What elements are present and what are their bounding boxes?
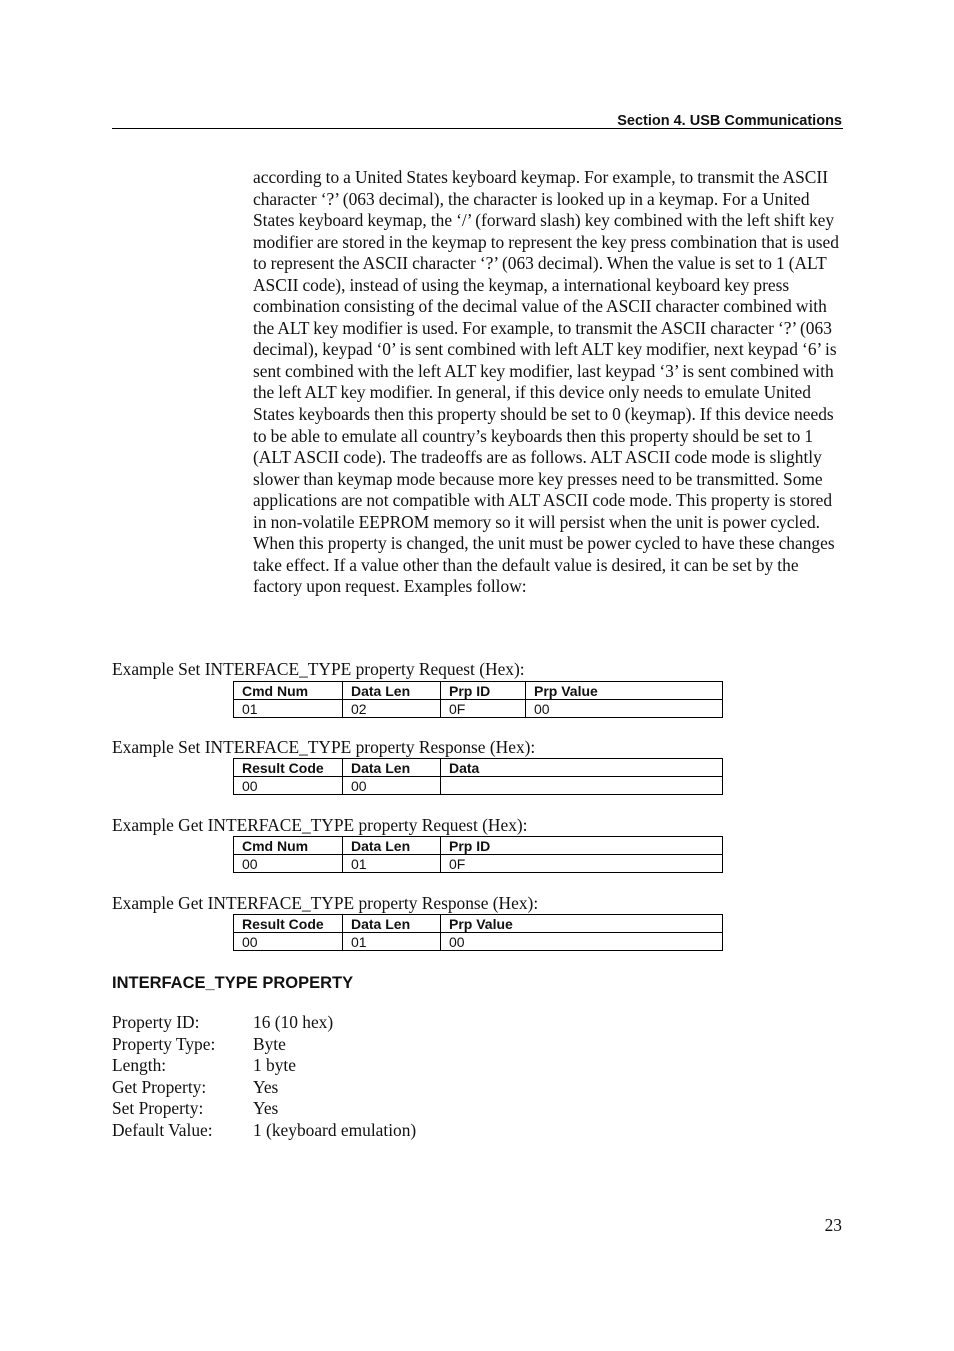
table-header-cell: Prp Value	[441, 915, 723, 933]
property-row	[112, 1098, 612, 1120]
table-cell: 00	[234, 933, 343, 951]
table-cell: 0F	[441, 855, 723, 873]
example-table-set-request	[233, 681, 723, 718]
property-label: Default Value:	[112, 1119, 213, 1140]
property-label: Property ID:	[112, 1012, 200, 1032]
table-header-row	[234, 682, 723, 700]
example-caption-get-request: Example Get INTERFACE_TYPE property Request (Hex):	[112, 815, 528, 835]
body-paragraph: according to a United States keyboard keymap. For example, to transmit the ASCII character ‘?’ (063 decimal), the character is looked up in a keymap. For a United States keyboard keymap, the ‘/’ (forward slash) key combined with the left shift key modifier are stored in the keymap to represent the key press combination that is used to represent the ASCII character ‘?’ (063 decimal). When the value is set to 1 (ALT ASCII code), instead of using the keymap, a international keyboard key press combination consisting of the decimal value of the ASCII character combined with the ALT key modifier is used. For example, to transmit the ASCII character ‘?’ (063 decimal), keypad ‘0’ is sent combined with left ALT key modifier, next keypad ‘6’ is sent combined with the left ALT key modifier, last keypad ‘3’ is sent combined with the left ALT key modifier. In general, if this device only needs to emulate United States keyboards then this property should be set to 0 (keymap). If this device needs to be able to emulate all country’s keyboards then this property should be set to 1 (ALT ASCII code). The tradeoffs are as follows. ALT ASCII code mode is slightly slower than keymap mode because more key presses need to be transmitted. Some applications are not compatible with ALT ASCII code mode. This property is stored in non-volatile EEPROM memory so it will persist when the unit is power cycled. When this property is changed, the unit must be power cycled to have these changes take effect. If a value other than the default value is desired, it can be set by the factory upon request. Examples follow:	[253, 167, 839, 597]
table-row	[234, 700, 723, 718]
table-header-cell: Data Len	[343, 759, 441, 777]
example-caption-get-response: Example Get INTERFACE_TYPE property Response (Hex):	[112, 893, 539, 913]
property-row	[112, 1012, 612, 1034]
table-cell: 01	[343, 855, 441, 873]
table-header-cell: Data Len	[343, 682, 441, 700]
table-header-row	[234, 837, 723, 855]
table-header-cell: Result Code	[234, 759, 343, 777]
table-header-cell: Cmd Num	[234, 837, 343, 855]
property-value: Byte	[253, 1033, 286, 1054]
table-header-cell: Prp ID	[441, 837, 723, 855]
table-header-cell: Prp Value	[526, 682, 723, 700]
page-number: 23	[824, 1215, 842, 1235]
table-cell: 00	[234, 855, 343, 873]
header-rule	[112, 128, 843, 129]
property-value: 1 (keyboard emulation)	[253, 1119, 417, 1140]
example-table-set-response	[233, 758, 723, 795]
property-label: Length:	[112, 1055, 167, 1076]
example-caption-set-request: Example Set INTERFACE_TYPE property Request (Hex):	[112, 659, 525, 679]
running-header: Section 4. USB Communications	[617, 113, 842, 129]
table-header-cell: Data Len	[343, 837, 441, 855]
property-row	[112, 1077, 612, 1099]
property-row	[112, 1055, 612, 1077]
section-title: INTERFACE_TYPE PROPERTY	[112, 974, 354, 992]
table-cell: 0F	[441, 700, 526, 718]
table-cell: 00	[441, 933, 723, 951]
property-value: 1 byte	[253, 1055, 296, 1076]
property-row	[112, 1034, 612, 1056]
property-value: Yes	[253, 1076, 279, 1097]
table-cell: 00	[234, 777, 343, 795]
table-header-cell: Data Len	[343, 915, 441, 933]
table-cell	[441, 777, 723, 795]
table-header-cell: Result Code	[234, 915, 343, 933]
table-row	[234, 855, 723, 873]
table-cell: 02	[343, 700, 441, 718]
example-table-get-response	[233, 914, 723, 951]
table-cell: 00	[343, 777, 441, 795]
table-header-row	[234, 759, 723, 777]
property-label: Set Property:	[112, 1098, 204, 1119]
table-row	[234, 933, 723, 951]
table-row	[234, 777, 723, 795]
property-label: Property Type:	[112, 1033, 216, 1054]
table-header-cell: Prp ID	[441, 682, 526, 700]
example-table-get-request	[233, 836, 723, 873]
table-cell: 00	[526, 700, 723, 718]
table-header-cell: Cmd Num	[234, 682, 343, 700]
table-cell: 01	[234, 700, 343, 718]
property-label: Get Property:	[112, 1076, 207, 1097]
table-header-row	[234, 915, 723, 933]
table-header-cell: Data	[441, 759, 723, 777]
property-value: Yes	[253, 1098, 279, 1119]
property-value: 16 (10 hex)	[253, 1012, 334, 1032]
example-caption-set-response: Example Set INTERFACE_TYPE property Response (Hex):	[112, 737, 536, 757]
property-row	[112, 1120, 612, 1142]
property-list	[112, 1012, 612, 1142]
table-cell: 01	[343, 933, 441, 951]
